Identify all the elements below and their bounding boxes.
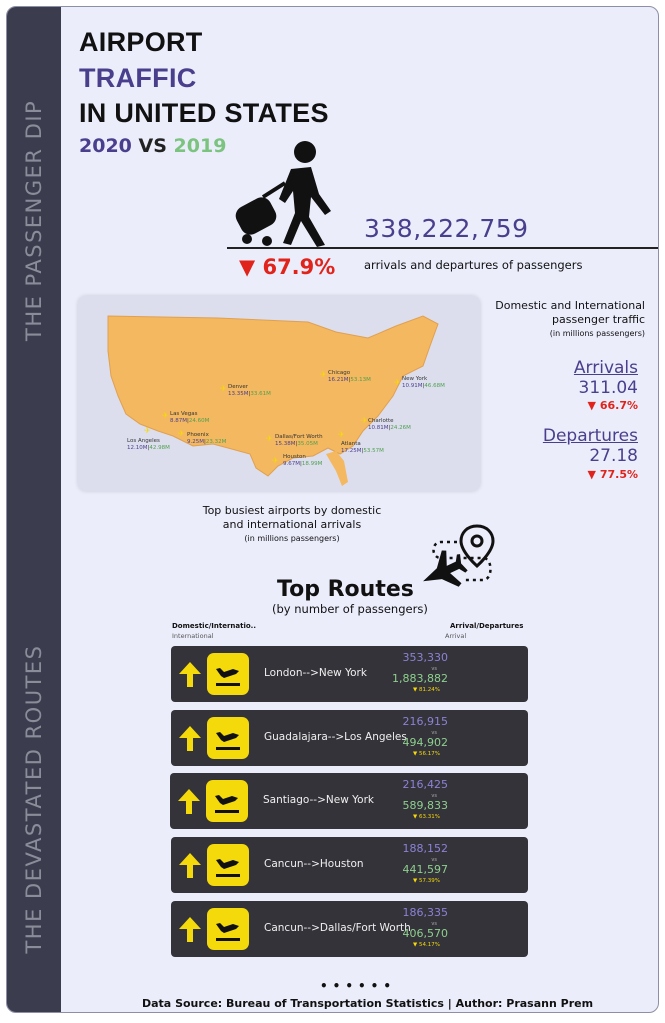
airport-2020: 10.81M — [368, 425, 389, 431]
airport-plane-icon: ✈ — [266, 434, 273, 443]
total-change: ▼ 67.9% — [239, 255, 336, 279]
route-name: Santiago-->New York — [263, 794, 374, 806]
route-value-2020: 216,915 — [402, 715, 448, 728]
departures-label: Departures — [542, 426, 638, 446]
route-card[interactable] — [171, 901, 528, 957]
airport-separator: | — [187, 418, 189, 424]
years-comparison — [79, 135, 226, 157]
route-value-2019: 589,833 — [402, 799, 448, 812]
airplane-arrival-icon — [213, 659, 243, 689]
route-vs: vs — [431, 666, 437, 672]
airport-2020: 16.21M — [328, 377, 349, 383]
column-filter-type[interactable]: International — [172, 632, 214, 640]
airport-name: Phoenix — [187, 432, 209, 438]
traveler-icon — [233, 139, 338, 247]
airport-2019: 33.61M — [250, 391, 271, 397]
route-change: ▼ 54.17% — [413, 942, 440, 948]
airport-separator: | — [147, 445, 150, 451]
airport-atlanta — [341, 441, 384, 455]
column-header-type[interactable]: Domestic/Internatio.. — [172, 622, 256, 630]
airport-name: Las Vegas — [170, 411, 198, 417]
airplane-arrival-icon — [213, 850, 243, 880]
arrival-plane-badge — [207, 844, 249, 886]
route-card[interactable] — [171, 710, 528, 766]
airport-phoenix — [187, 432, 226, 446]
airplane-arrival-icon — [213, 723, 243, 753]
arrivals-value: 311.04 — [578, 378, 638, 398]
route-change: ▼ 56.17% — [413, 751, 440, 757]
divider-line — [227, 247, 659, 249]
route-change: ▼ 57.39% — [413, 878, 440, 884]
sidebar-bottom-label: THE DEVASTATED ROUTES — [22, 644, 46, 954]
airport-plane-icon: ✈ — [220, 384, 227, 393]
airport-2020: 15.38M — [275, 441, 296, 447]
us-landmass — [108, 316, 438, 476]
route-card[interactable] — [170, 773, 528, 829]
page-dots[interactable]: •••••• — [320, 979, 397, 993]
arrow-up-icon — [177, 660, 203, 688]
title-line-1: AIRPORT — [79, 27, 203, 57]
traffic-heading-1: Domestic and International — [495, 299, 645, 312]
airport-separator: | — [422, 383, 425, 389]
arrival-plane-badge — [207, 653, 249, 695]
arrivals-change: ▼ 66.7% — [587, 399, 638, 412]
airport-2020: 17.25M — [341, 448, 362, 454]
route-name: Cancun-->Dallas/Fort Worth — [264, 922, 411, 934]
airport-2019: 53.13M — [350, 377, 371, 383]
airport-name: Los Angeles — [127, 438, 160, 444]
total-passengers: 338,222,759 — [364, 214, 529, 243]
us-map — [78, 296, 480, 491]
airport-2019: 24.60M — [188, 418, 210, 424]
airport-separator: | — [348, 377, 351, 383]
airport-separator: | — [204, 439, 206, 445]
routes-title: Top Routes — [277, 577, 414, 602]
airport-2020: 13.35M — [228, 391, 249, 397]
airport-plane-icon: ✈ — [338, 430, 345, 439]
airport-denver — [228, 384, 271, 398]
route-name: Cancun-->Houston — [264, 858, 364, 870]
route-card[interactable] — [171, 837, 528, 893]
airport-separator: | — [300, 461, 302, 467]
airplane-arrival-icon — [212, 786, 242, 816]
departures-value: 27.18 — [589, 446, 638, 466]
route-vs: vs — [431, 921, 437, 927]
traffic-heading-3: (in millions passengers) — [549, 329, 645, 338]
route-name: Guadalajara-->Los Angeles — [264, 731, 407, 743]
airport-chicago — [328, 370, 371, 384]
airport-2020: 8.87M — [170, 418, 187, 424]
route-value-2020: 216,425 — [402, 778, 448, 791]
route-value-2019: 441,597 — [402, 863, 448, 876]
sidebar-top-label: THE PASSENGER DIP — [22, 99, 46, 341]
route-value-2020: 186,335 — [402, 906, 448, 919]
airport-name: Denver — [228, 384, 249, 390]
airport-name: Atlanta — [341, 441, 361, 447]
airport-las-vegas — [170, 411, 209, 425]
airport-2019: 24.26M — [390, 425, 411, 431]
arrow-up-icon — [177, 915, 203, 943]
title-line-3: IN UNITED STATES — [79, 98, 329, 128]
route-change: ▼ 81.24% — [413, 687, 440, 693]
map-caption-line-3: (in millions passengers) — [244, 534, 340, 543]
route-value-2019: 494,902 — [402, 736, 448, 749]
airport-2020: 10.91M — [402, 383, 423, 389]
airport-dallas — [275, 434, 323, 448]
column-filter-direction[interactable]: Arrival — [445, 632, 467, 640]
airport-name: Chicago — [328, 370, 351, 376]
routes-subtitle: (by number of passengers) — [272, 602, 428, 616]
route-vs: vs — [431, 793, 437, 799]
arrow-up-icon — [176, 787, 202, 815]
airport-name: Houston — [283, 454, 306, 460]
airport-plane-icon: ✈ — [272, 456, 279, 465]
traffic-heading-2: passenger traffic — [552, 313, 645, 326]
year-2019: 2019 — [173, 135, 227, 157]
route-vs: vs — [431, 857, 437, 863]
footer-credit: Data Source: Bureau of Transportation Statistics | Author: Prasann Prem — [142, 997, 594, 1010]
arrow-up-icon — [177, 851, 203, 879]
us-map-panel — [78, 296, 480, 491]
infographic-frame — [6, 6, 659, 1013]
airport-plane-icon: ✈ — [144, 426, 151, 435]
airport-charlotte — [368, 418, 411, 432]
airport-plane-icon: ✈ — [162, 411, 169, 420]
arrival-plane-badge — [207, 717, 249, 759]
florida — [326, 451, 348, 486]
year-vs: VS — [138, 135, 167, 157]
arrivals-label: Arrivals — [573, 358, 638, 378]
airport-2020: 9.67M — [283, 461, 300, 467]
title-line-2: TRAFFIC — [79, 63, 197, 93]
airport-2019: 42.98M — [149, 445, 170, 451]
route-card[interactable] — [171, 646, 528, 702]
airport-2020: 9.25M — [187, 439, 204, 445]
airport-plane-icon: ✈ — [361, 416, 368, 425]
map-caption — [167, 504, 417, 546]
airport-2019: 53.57M — [363, 448, 384, 454]
airport-separator: | — [361, 448, 364, 454]
total-caption: arrivals and departures of passengers — [364, 258, 583, 272]
route-map-icon — [417, 522, 497, 598]
column-header-direction[interactable]: Arrival/Departures — [450, 622, 524, 630]
airport-name: New York — [402, 376, 428, 382]
airport-separator: | — [295, 441, 298, 447]
year-2020: 2020 — [79, 135, 132, 157]
route-vs: vs — [431, 730, 437, 736]
map-caption-line-1: Top busiest airports by domestic — [202, 504, 382, 517]
sidebar — [7, 7, 61, 1012]
route-value-2019: 406,570 — [402, 927, 448, 940]
airport-2019: 35.05M — [297, 441, 318, 447]
departures-change: ▼ 77.5% — [587, 468, 638, 481]
airport-plane-icon: ✈ — [320, 370, 327, 379]
traffic-heading — [477, 299, 645, 341]
airport-plane-icon: ✈ — [178, 429, 185, 438]
route-value-2020: 188,152 — [402, 842, 448, 855]
route-name: London-->New York — [264, 667, 367, 679]
airport-name: Charlotte — [368, 418, 394, 424]
map-caption-line-2: and international arrivals — [222, 518, 362, 531]
airplane-arrival-icon — [213, 914, 243, 944]
arrival-plane-badge — [207, 908, 249, 950]
airport-los-angeles — [127, 438, 170, 452]
airport-2019: 23.32M — [205, 439, 227, 445]
airport-2020: 12.10M — [127, 445, 148, 451]
airport-separator: | — [388, 425, 391, 431]
airport-plane-icon: ✈ — [394, 378, 401, 387]
arrival-plane-badge — [206, 780, 248, 822]
airport-2019: 46.68M — [424, 383, 445, 389]
airport-houston — [283, 454, 322, 468]
route-value-2020: 353,330 — [402, 651, 448, 664]
airport-name: Dallas/Fort Worth — [275, 434, 323, 440]
airport-2019: 18.99M — [301, 461, 323, 467]
route-change: ▼ 63.31% — [413, 814, 440, 820]
arrow-up-icon — [177, 724, 203, 752]
airport-separator: | — [248, 391, 251, 397]
airport-new-york — [402, 376, 445, 390]
route-value-2019: 1,883,882 — [392, 672, 448, 685]
